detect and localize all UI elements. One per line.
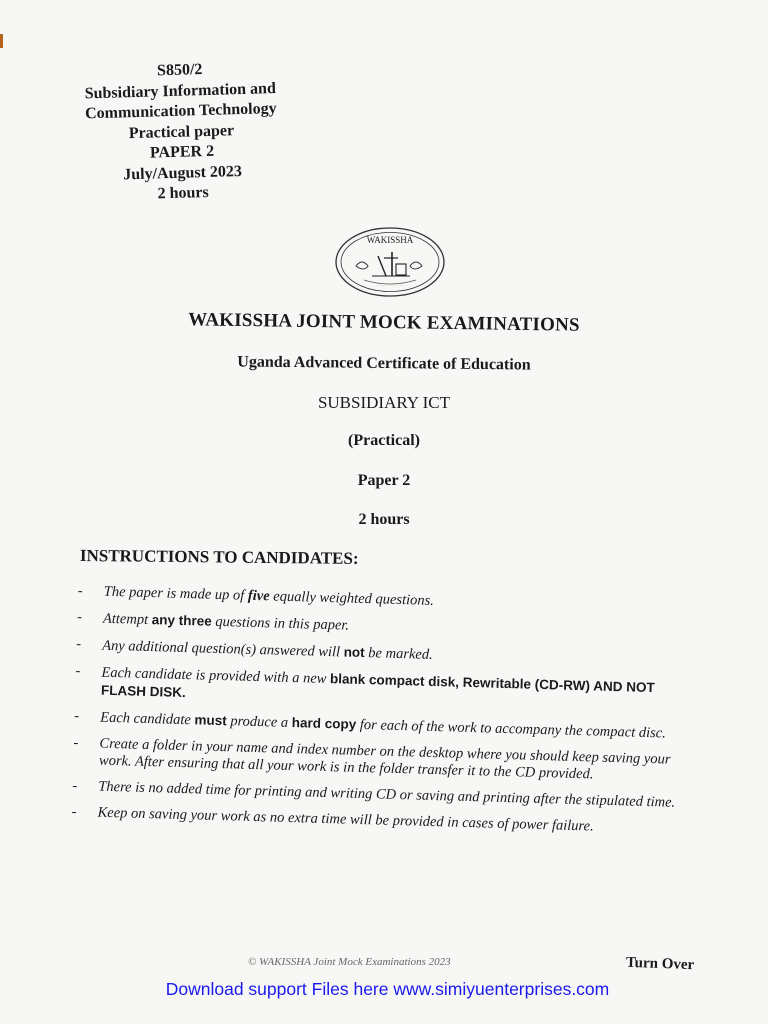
bullet-dash: - (77, 583, 83, 600)
subject-title: SUBSIDIARY ICT (317, 393, 451, 412)
instructions-list (71, 583, 687, 838)
certificate-title: Uganda Advanced Certificate of Education (237, 353, 531, 374)
svg-text:· · · · · · · · · · · · ·: · · · · · · · · · · · · · (376, 284, 404, 288)
bullet-dash: - (71, 803, 77, 821)
paper-title: Paper 2 (357, 472, 411, 489)
instruction-item: - Keep on saving your work as no extra time will be provided in cases of power failure. (71, 803, 594, 835)
subject-line-2: Communication Technology (84, 100, 277, 123)
bullet-dash: - (74, 707, 80, 725)
duration-title: 2 hours (358, 511, 410, 528)
download-link[interactable]: Download support Files here www.simiyuenterprises.com (165, 979, 610, 999)
paper-type-title: (Practical) (348, 432, 420, 449)
instruction-item: - There is no added time for printing and writing CD or saving and printing after the stipulated time. (72, 777, 676, 811)
instruction-item: - The paper is made up of five equally weighted questions. (77, 583, 435, 609)
instruction-item: - Each candidate is provided with a new blank compact disk, Rewritable (CD-RW) AND NOT FLASH DISK. (75, 662, 655, 701)
logo-text: WAKISSHA (366, 235, 414, 245)
wakissha-logo (334, 226, 446, 298)
instruction-item: - Any additional question(s) answered will not be marked. (76, 635, 433, 663)
paper-code: S850/2 (156, 61, 203, 80)
bullet-dash: - (72, 777, 78, 795)
instruction-item: - Attempt any three questions in this paper. (76, 608, 350, 634)
paper-number: PAPER 2 (149, 142, 215, 162)
bullet-dash: - (73, 734, 79, 752)
instruction-item: - Create a folder in your name and index number on the desktop where you should keep saving your work. After ensuring that all your work is in the folder transfer it to the CD provided. (73, 734, 671, 783)
header-duration: 2 hours (157, 183, 209, 203)
bullet-dash: - (76, 635, 82, 653)
bullet-dash: - (75, 662, 81, 680)
turn-over-label: Turn Over (625, 954, 695, 974)
copyright-note: © WAKISSHA Joint Mock Examinations 2023 (248, 956, 451, 968)
instructions-heading: INSTRUCTIONS TO CANDIDATES: (79, 546, 359, 568)
paper-type: Practical paper (128, 121, 235, 142)
exam-session: July/August 2023 (123, 162, 243, 183)
exam-title: WAKISSHA JOINT MOCK EXAMINATIONS (188, 309, 580, 336)
subject-line-1: Subsidiary Information and (84, 79, 277, 102)
instruction-item: - Each candidate must produce a hard copy for each of the work to accompany the compact disc. (74, 707, 667, 742)
paper-header (62, 57, 301, 207)
scan-edge-mark (0, 34, 3, 48)
bullet-dash: - (76, 608, 83, 626)
